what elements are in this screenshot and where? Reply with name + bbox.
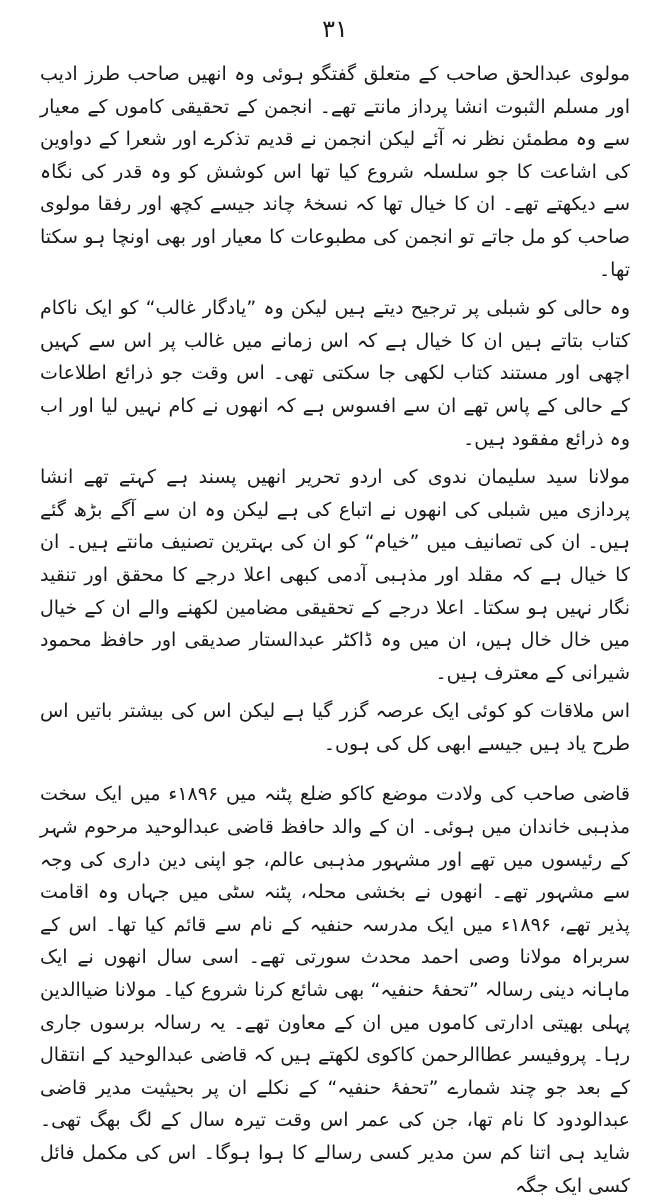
paragraph-3: مولانا سید سلیمان ندوی کی اردو تحریر انھیں پسند ہے کہتے تھے انشا پردازی میں شبلی کی انھوں نے اتباع کی ہے لیکن وہ ان سے آگے بڑھ گئے ہیں۔ ان کی تصانیف میں ”خیام“ کو ان کی بہترین تصنیف مانتے ہیں۔ ان کا خیال ہے کہ مقلد اور مذہبی آدمی کبھی اعلا درجے کا محقق اور تنقید نگار نہیں ہو سکتا۔ اعلا درجے کے تحقیقی مضامین لکھنے والے ان کے خیال میں خال خال ہیں، ان میں وہ ڈاکٹر عبدالستار صدیقی اور حافظ محمود شیرانی کے معترف ہیں۔ (40, 466, 630, 684)
paragraph-4: اس ملاقات کو کوئی ایک عرصہ گزر گیا ہے لیکن اس کی بیشتر باتیں اس طرح یاد ہیں جیسے ابھی کل کی ہوں۔ (40, 700, 630, 755)
paragraph-5: قاضی صاحب کی ولادت موضع کاکو ضلع پٹنہ میں ۱۸۹۶ء میں ایک سخت مذہبی خاندان میں ہوئی۔ ان کے والد حافظ قاضی عبدالوحید مرحوم شہر کے رئیسوں میں تھے اور مشہور مذہبی عالم، جو اپنی دین داری کی وجہ سے مشہور تھے۔ انھوں نے بخشی محلہ، پٹنہ سٹی میں جہاں وہ اقامت پذیر تھے، ۱۸۹۶ء میں ایک مدرسہ حنفیہ کے نام سے قائم کیا تھا۔ اس کے سربراہ مولانا وصی احمد محدث سورتی تھے۔ اسی سال انھوں نے ایک ماہانہ دینی رسالہ ”تحفۂ حنفیہ“ بھی شائع کرنا شروع کیا۔ مولانا ضیاالدین پہلی بھیتی ادارتی کاموں میں ان کے معاون تھے۔ یہ رسالہ برسوں جاری رہا۔ پروفیسر عطاالرحمن کاکوی لکھتے ہیں کہ قاضی عبدالوحید کے انتقال کے بعد جو چند شمارے ”تحفۂ حنفیہ“ کے نکلے ان پر بحیثیت مدیر قاضی عبدالودود کا نام تھا، جن کی عمر اس وقت تیرہ سال کے لگ بھگ تھی۔ شاید ہی اتنا کم سن مدیر کسی رسالے کا ہوا ہوگا۔ اس کی مکمل فائل کسی ایک جگہ (40, 783, 631, 1197)
paragraph-2: وہ حالی کو شبلی پر ترجیح دیتے ہیں لیکن وہ ”یادگار غالب“ کو ایک ناکام کتاب بتاتے ہیں ان کا خیال ہے کہ اس زمانے میں غالب پر اس سے کہیں اچھی اور مستند کتاب لکھی جا سکتی تھی۔ اس وقت جو ذرائع اطلاعات کے حالی کے پاس تھے ان سے افسوس ہے کہ انھوں نے کام نہیں لیا اور اب وہ ذرائع مفقود ہیں۔ (40, 297, 630, 450)
page-body (40, 58, 630, 1202)
paragraph-1: مولوی عبدالحق صاحب کے متعلق گفتگو ہوئی وہ انھیں صاحب طرز ادیب اور مسلم الثبوت انشا پرداز مانتے تھے۔ انجمن کے تحقیقی کاموں کے معیار سے وہ مطمئن نظر نہ آئے لیکن انجمن نے قدیم تذکرے اور شعرا کے دواوین کی اشاعت کا جو سلسلہ شروع کیا تھا اس کوشش کو وہ قدر کی نگاہ سے دیکھتے تھے۔ ان کا خیال تھا کہ نسخۂ چاند جیسے کچھ اور رفقا مولوی صاحب کو مل جاتے تو انجمن کی مطبوعات کا معیار اور بھی اونچا ہو سکتا تھا۔ (40, 63, 630, 281)
page-number: ۳۱ (322, 15, 348, 43)
